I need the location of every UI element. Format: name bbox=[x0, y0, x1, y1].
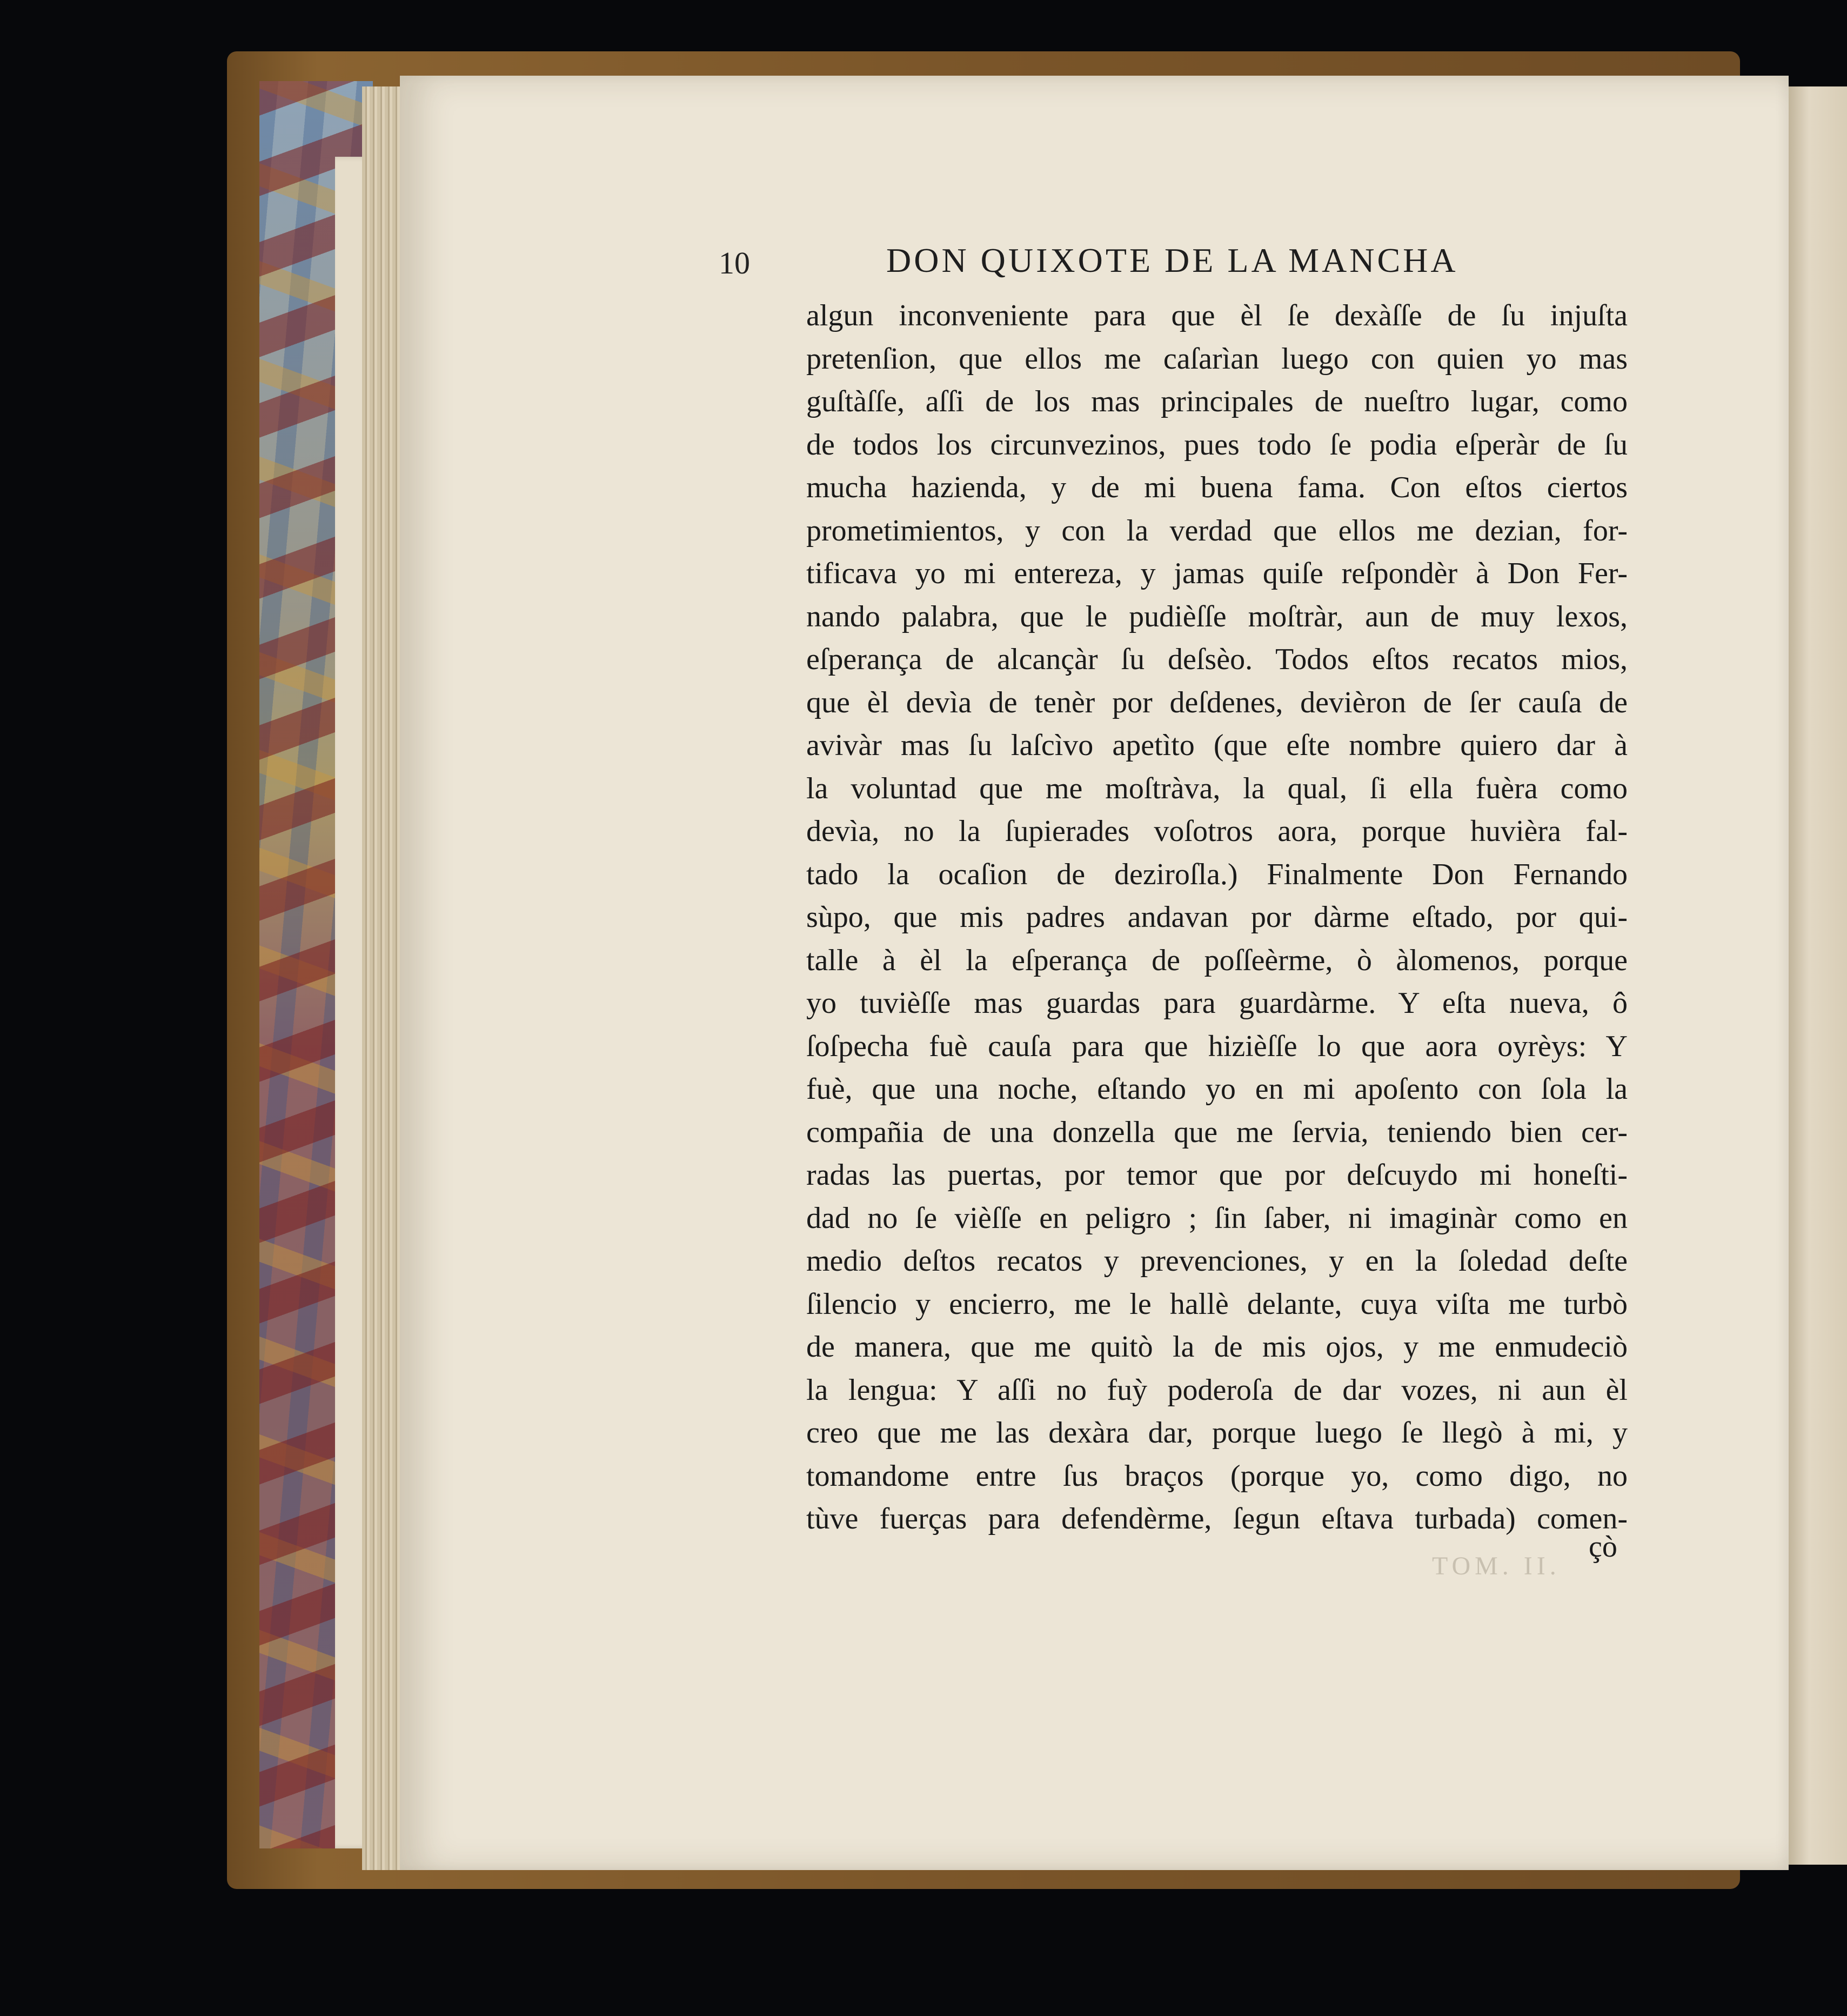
text-line: compañia de una donzella que me ſervia, teniendo bien cer- bbox=[806, 1115, 1628, 1149]
text-line: tùve fuerças para defendèrme, ſegun eſtava turbada) comen- bbox=[806, 1502, 1628, 1536]
text-line: radas las puertas, por temor que por deſcuydo mi honeſti- bbox=[806, 1158, 1628, 1192]
running-title: DON QUIXOTE DE LA MANCHA bbox=[886, 241, 1458, 279]
text-line: mucha hazienda, y de mi buena fama. Con eſtos ciertos bbox=[806, 471, 1628, 504]
page-edges bbox=[362, 86, 405, 1870]
text-line: medio deſtos recatos y prevenciones, y en la ſoledad deſte bbox=[806, 1244, 1628, 1278]
text-line: creo que me las dexàra dar, porque luego ſe llegò à mi, y bbox=[806, 1416, 1628, 1450]
text-line: nando palabra, que le pudièſſe moſtràr, aun de muy lexos, bbox=[806, 599, 1628, 633]
text-line: tificava yo mi entereza, y jamas quiſe reſpondèr à Don Fer- bbox=[806, 557, 1628, 590]
text-line: devìa, no la ſupierades voſotros aora, porque huvièra fal- bbox=[806, 815, 1628, 848]
text-line: algun inconveniente para que èl ſe dexàſſe de ſu injuſta bbox=[806, 299, 1628, 332]
body-text bbox=[806, 295, 1628, 1541]
signature-mark: TOM. II. bbox=[1432, 1552, 1561, 1580]
next-pages-edge bbox=[1783, 86, 1847, 1865]
text-line: tado la ocaſion de deziroſla.) Finalmente Don Fernando bbox=[806, 857, 1628, 891]
text-line: fuè, que una noche, eſtando yo en mi apoſento con ſola la bbox=[806, 1072, 1628, 1106]
text-line: yo tuvièſſe mas guardas para guardàrme. Y eſta nueva, ô bbox=[806, 986, 1628, 1020]
text-line: de todos los circunvezinos, pues todo ſe podia eſperàr de ſu bbox=[806, 428, 1628, 462]
text-line: la voluntad que me moſtràva, la qual, ſi ella fuèra como bbox=[806, 771, 1628, 805]
text-line: ſilencio y encierro, me le hallè delante, cuya viſta me turbò bbox=[806, 1287, 1628, 1321]
text-line: que èl devìa de tenèr por deſdenes, devièron de ſer cauſa de bbox=[806, 685, 1628, 719]
text-line: prometimientos, y con la verdad que ellos me dezian, for- bbox=[806, 513, 1628, 548]
text-line: talle à èl la eſperança de poſſeèrme, ò àlomenos, porque bbox=[806, 943, 1628, 977]
text-line: de manera, que me quitò la de mis ojos, y me enmudeciò bbox=[806, 1330, 1628, 1364]
text-line: la lengua: Y aſſi no fuỳ poderoſa de dar vozes, ni aun èl bbox=[806, 1373, 1628, 1407]
text-line: eſperança de alcançàr ſu deſsèo. Todos eſtos recatos mios, bbox=[806, 643, 1628, 676]
text-line: sùpo, que mis padres andavan por dàrme eſtado, por qui- bbox=[806, 900, 1628, 934]
text-line: ſoſpecha fuè cauſa para que hizièſſe lo que aora oyrèys: Y bbox=[806, 1029, 1628, 1063]
page-number: 10 bbox=[719, 245, 750, 281]
text-line: avivàr mas ſu laſcìvo apetìto (que eſte nombre quiero dar à bbox=[806, 729, 1628, 762]
page-header bbox=[719, 241, 1545, 289]
text-line: guſtàſſe, aſſi de los mas principales de nueſtro lugar, como bbox=[806, 385, 1628, 418]
text-line: dad no ſe vièſſe en peligro ; ſin ſaber, ni imaginàr como en bbox=[806, 1201, 1628, 1235]
catchword: çò bbox=[1589, 1530, 1617, 1564]
text-line: pretenſion, que ellos me caſarìan luego con quien yo mas bbox=[806, 342, 1628, 376]
text-line: tomandome entre ſus braços (porque yo, como digo, no bbox=[806, 1459, 1628, 1493]
